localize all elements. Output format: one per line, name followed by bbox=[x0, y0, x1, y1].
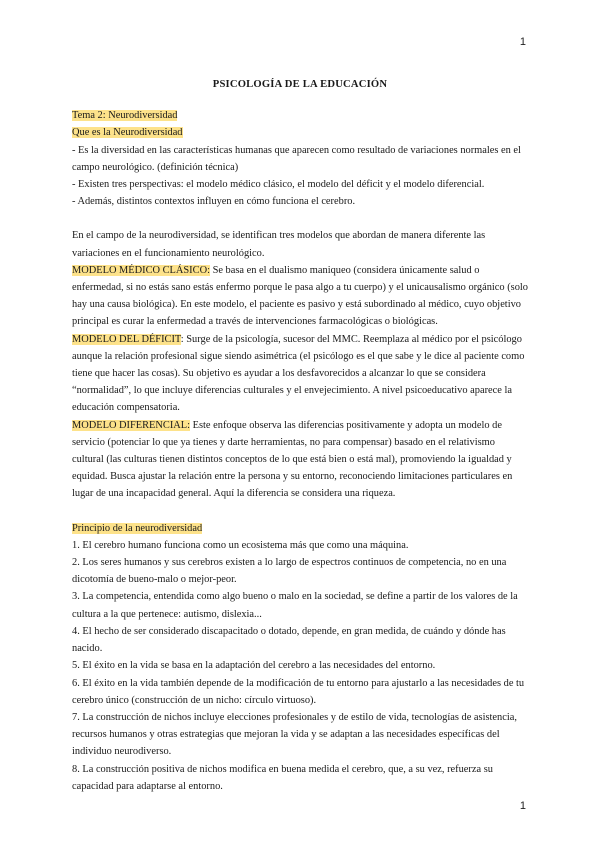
page-number-top: 1 bbox=[519, 36, 526, 48]
topic-heading bbox=[72, 107, 528, 124]
model-description: Se basa en el dualismo maniqueo (considera únicamente salud o enfermedad, si no estás sano estás enfermo porque le pasa algo a tu cuerpo) y el unicausalismo orgánico (solo hay una causa biológica). En este modelo, el paciente es pasivo y está subordinado al médico, cuyo objetivo principal es curar la enfermedad a través de intervenciones farmacológicas o biológicas. bbox=[72, 264, 528, 328]
principles-heading bbox=[72, 520, 528, 537]
principle-item: 8. La construcción positiva de nichos modifica en buena medida el cerebro, que, a su vez, refuerza su capacidad para adaptarse al entorno. bbox=[72, 763, 493, 792]
principle-item: 2. Los seres humanos y sus cerebros existen a lo largo de espectros continuos de competencia, no en una dicotomía de bueno-malo o mejor-peor. bbox=[72, 557, 507, 586]
principles-highlight: Principio de la neurodiversidad bbox=[72, 522, 203, 534]
model-diferencial bbox=[72, 417, 528, 503]
document-title: PSICOLOGÍA DE LA EDUCACIÓN bbox=[212, 79, 388, 90]
model-deficit bbox=[72, 331, 528, 417]
principle-item: 5. El éxito en la vida se basa en la adaptación del cerebro a las necesidades del entorno. bbox=[72, 660, 436, 672]
page-number-bottom: 1 bbox=[519, 800, 526, 812]
intro-bullet: - Existen tres perspectivas: el modelo médico clásico, el modelo del déficit y el modelo diferencial. bbox=[72, 179, 485, 191]
models-intro-paragraph: En el campo de la neurodiversidad, se identifican tres modelos que abordan de manera diferente las variaciones en el funcionamiento neurológico. bbox=[72, 230, 486, 259]
model-label: MODELO DIFERENCIAL: bbox=[72, 419, 191, 431]
model-description: : Surge de la psicología, sucesor del MMC. Reemplaza al médico por el psicólogo aunque la relación profesional sigue siendo asimétrica (el psicólogo es el que sabe y le dice al paciente como tiene que hacer las cosas). Su objetivo es ayudar a los desfavorecidos a alcanzar lo que se considera “normalidad”, lo que incluye diferencias culturales y el envejecimiento. A nivel psicoeducativo aparece la educación compensatoria. bbox=[72, 333, 525, 414]
intro-bullet: - Es la diversidad en las características humanas que aparecen como resultado de variaciones normales en el campo neurológico. (definición técnica) bbox=[72, 144, 521, 173]
principle-item: 7. La construcción de nichos incluye elecciones profesionales y de estilo de vida, tecnologías de asistencia, recursos humanos y otras estrategias que mejoran la vida y se adaptan a las necesidades específicas del individuo neurodiverso. bbox=[72, 711, 517, 758]
principle-item: 1. El cerebro humano funciona como un ecosistema más que como una máquina. bbox=[72, 539, 409, 551]
model-label: MODELO DEL DÉFICIT bbox=[72, 333, 181, 345]
document-body bbox=[72, 76, 528, 795]
intro-bullet: - Además, distintos contextos influyen en cómo funciona el cerebro. bbox=[72, 196, 356, 208]
model-medico-clasico bbox=[72, 262, 528, 331]
principle-item: 4. El hecho de ser considerado discapacitado o dotado, depende, en gran medida, de cuándo y dónde has nacido. bbox=[72, 625, 506, 655]
principle-item: 3. La competencia, entendida como algo bueno o malo en la sociedad, se define a partir de los valores de la cultura a la que pertenece: autismo, dislexia... bbox=[72, 591, 518, 620]
principle-item: 6. El éxito en la vida también depende de la modificación de tu entorno para ajustarlo a las necesidades de tu cerebro único (construcción de un nicho: círculo virtuoso). bbox=[72, 677, 525, 706]
model-description: Este enfoque observa las diferencias positivamente y adopta un modelo de servicio (potenciar lo que ya tienes y darte herramientas, no para compensar) basado en el relativismo cultural (las culturas tienen distintos conceptos de lo que está bien o está mal), promoviendo la igualdad y equidad. Busca ajustar la relación entre la persona y su entorno, reconociendo limitaciones particulares en lugar de una incapacidad general. Aquí la diferencia se considera una riqueza. bbox=[72, 419, 513, 500]
subtopic-heading bbox=[72, 124, 528, 141]
model-label: MODELO MÉDICO CLÁSICO: bbox=[72, 264, 210, 276]
subtopic-highlight: Que es la Neurodiversidad bbox=[72, 127, 183, 139]
topic-highlight: Tema 2: Neurodiversidad bbox=[72, 110, 178, 122]
